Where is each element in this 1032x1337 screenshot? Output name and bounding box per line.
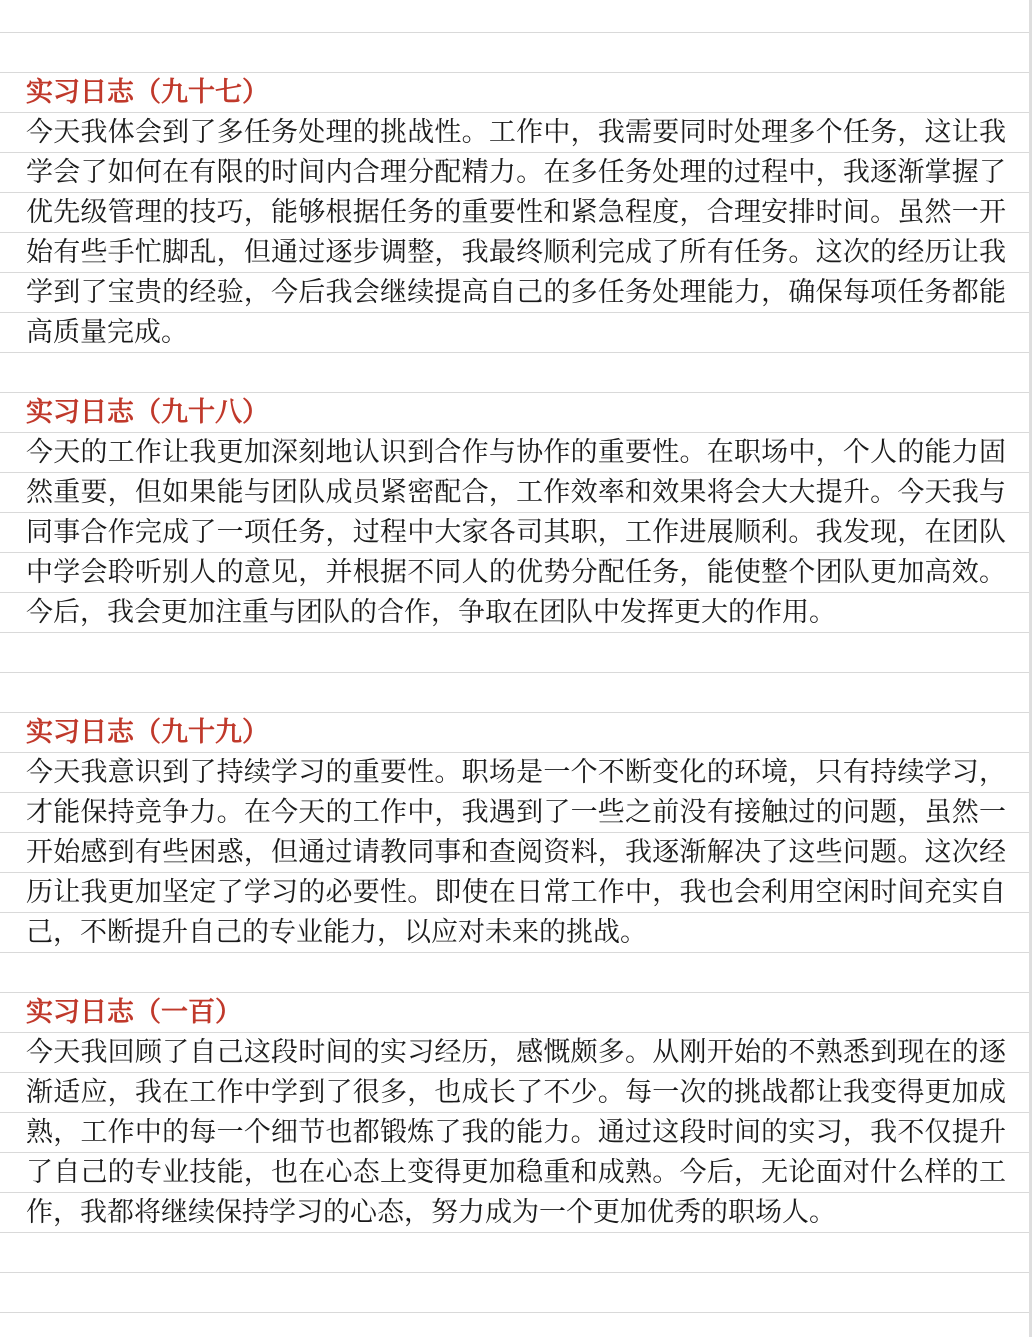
entry-body: 今天我意识到了持续学习的重要性。职场是一个不断变化的环境，只有持续学习，才能保持竞争力。在今天的工作中，我遇到了一些之前没有接触过的问题，虽然一开始感到有些困惑，但通过请教同事和查阅资料，我逐渐解决了这些问题。这次经历让我更加坚定了学习的必要性。即使在日常工作中，我也会利用空闲时间充实自己，不断提升自己的专业能力，以应对未来的挑战。 — [26, 757, 1006, 948]
entry-body: 今天的工作让我更加深刻地认识到合作与协作的重要性。在职场中，个人的能力固然重要，但如果能与团队成员紧密配合，工作效率和效果将会大大提升。今天我与同事合作完成了一项任务，过程中大家各司其职，工作进展顺利。我发现，在团队中学会聆听别人的意见，并根据不同人的优势分配任务，能使整个团队更加高效。今后，我会更加注重与团队的合作，争取在团队中发挥更大的作用。 — [26, 437, 1006, 628]
journal-entry-99 — [26, 713, 1006, 953]
entry-title: 实习日志（九十七） — [26, 77, 269, 108]
journal-entry-100 — [26, 993, 1006, 1233]
entry-title: 实习日志（一百） — [26, 997, 242, 1028]
entry-body: 今天我体会到了多任务处理的挑战性。工作中，我需要同时处理多个任务，这让我学会了如何在有限的时间内合理分配精力。在多任务处理的过程中，我逐渐掌握了优先级管理的技巧，能够根据任务的重要性和紧急程度，合理安排时间。虽然一开始有些手忙脚乱，但通过逐步调整，我最终顺利完成了所有任务。这次的经历让我学到了宝贵的经验，今后我会继续提高自己的多任务处理能力，确保每项任务都能高质量完成。 — [26, 117, 1006, 348]
journal-entry-97 — [26, 73, 1006, 353]
entry-title: 实习日志（九十八） — [26, 397, 269, 428]
journal-entry-98 — [26, 393, 1006, 633]
entry-title: 实习日志（九十九） — [26, 717, 269, 748]
entry-body: 今天我回顾了自己这段时间的实习经历，感慨颇多。从刚开始的不熟悉到现在的逐渐适应，我在工作中学到了很多，也成长了不少。每一次的挑战都让我变得更加成熟，工作中的每一个细节也都锻炼了我的能力。通过这段时间的实习，我不仅提升了自己的专业技能，也在心态上变得更加稳重和成熟。今后，无论面对什么样的工作，我都将继续保持学习的心态，努力成为一个更加优秀的职场人。 — [26, 1037, 1006, 1228]
